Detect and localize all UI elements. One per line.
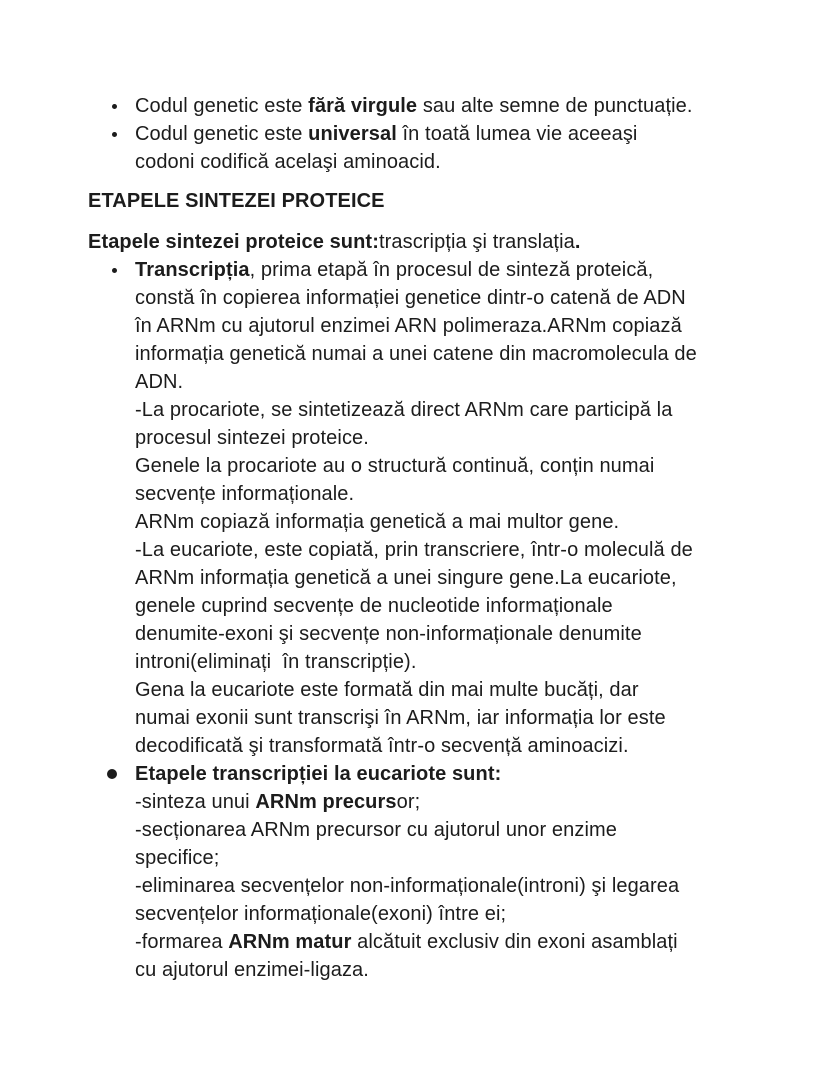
- text-run: Codul genetic este: [135, 95, 309, 117]
- text-line: [135, 564, 788, 592]
- text-line: [135, 340, 788, 368]
- text-run: sau alte semne de punctuație.: [417, 95, 693, 117]
- text-line: [88, 228, 788, 256]
- bullet-icon: [112, 268, 117, 273]
- text-line: [135, 452, 788, 480]
- text-line: [135, 788, 788, 816]
- text-run: cu ajutorul enzimei-ligaza.: [135, 959, 369, 981]
- section-heading: ETAPELE SINTEZEI PROTEICE: [88, 190, 385, 212]
- text-run: or;: [396, 791, 421, 813]
- text-line: [135, 396, 788, 424]
- text-run: în toată lumea vie aceeaşi: [396, 123, 638, 145]
- text-line: [135, 368, 788, 396]
- bold-text-run: Transcripția: [135, 259, 250, 281]
- bold-text-run: fără virgule: [308, 95, 418, 117]
- text-line: [135, 284, 788, 312]
- text-line: [135, 312, 788, 340]
- bullet-icon: [112, 104, 117, 109]
- text-run: alcătuit exclusiv din exoni asamblați: [351, 931, 678, 953]
- text-line: [135, 508, 788, 536]
- bold-text-run: universal: [308, 123, 397, 145]
- text-line: [135, 704, 788, 732]
- text-run: informația genetică numai a unei catene din macromolecula de: [135, 343, 697, 365]
- text-line: [135, 732, 788, 760]
- text-run: Codul genetic este: [135, 123, 309, 145]
- text-run: -eliminarea secvențelor non-informaționale(introni) şi legarea: [135, 875, 680, 897]
- text-run: , prima etapă în procesul de sinteză proteică,: [249, 259, 654, 281]
- text-line: [135, 900, 788, 928]
- text-run: genele cuprind secvențe de nucleotide informaționale: [135, 595, 613, 617]
- bold-text-run: ARNm matur: [228, 931, 352, 953]
- text-line: [135, 676, 788, 704]
- text-run: trascripția şi translația: [378, 231, 575, 253]
- list-item: [88, 760, 788, 984]
- text-run: constă în copierea informației genetice dintr-o catenă de ADN: [135, 287, 686, 309]
- text-run: decodificată şi transformată într-o secvență aminoacizi.: [135, 735, 629, 757]
- text-run: Genele la procariote au o structură continuă, conțin numai: [135, 455, 655, 477]
- text-run: procesul sintezei proteice.: [135, 427, 369, 449]
- bold-text-run: Etapele sintezei proteice sunt:: [88, 231, 379, 253]
- text-run: ARNm informația genetică a unei singure gene.La eucariote,: [135, 567, 677, 589]
- bold-text-run: Etapele transcripției la eucariote sunt:: [135, 763, 502, 785]
- bold-text-run: ARNm precurs: [255, 791, 397, 813]
- text-run: numai exonii sunt transcrişi în ARNm, iar informația lor este: [135, 707, 666, 729]
- text-line: [135, 256, 788, 284]
- bullet-icon: [112, 132, 117, 137]
- text-run: secvențe informaționale.: [135, 483, 355, 505]
- text-run: secvențelor informaționale(exoni) între ei;: [135, 903, 507, 925]
- code-properties-list: [88, 92, 788, 176]
- text-line: [135, 620, 788, 648]
- text-run: -formarea: [135, 931, 229, 953]
- list-item: [88, 92, 788, 120]
- text-line: [135, 872, 788, 900]
- text-run: Gena la eucariote este formată din mai multe bucăți, dar: [135, 679, 639, 701]
- text-line: [135, 844, 788, 872]
- text-run: introni(eliminați în transcripție).: [135, 651, 417, 673]
- text-line: [135, 480, 788, 508]
- bullet-icon: [107, 769, 117, 779]
- text-run: codoni codifică acelaşi aminoacid.: [135, 151, 441, 173]
- text-line: [135, 816, 788, 844]
- text-line: [135, 648, 788, 676]
- text-line: [135, 92, 788, 120]
- text-run: -La procariote, se sintetizează direct ARNm care participă la: [135, 399, 673, 421]
- intro-paragraph: [88, 228, 788, 256]
- text-run: ARNm copiază informația genetică a mai multor gene.: [135, 511, 620, 533]
- list-item: [88, 256, 788, 760]
- text-line: [135, 536, 788, 564]
- text-run: în ARNm cu ajutorul enzimei ARN polimeraza.ARNm copiază: [135, 315, 682, 337]
- text-run: denumite-exoni şi secvențe non-informaționale denumite: [135, 623, 642, 645]
- text-run: specifice;: [135, 847, 220, 869]
- text-line: [135, 760, 788, 788]
- list-item: [88, 120, 788, 176]
- text-line: [135, 928, 788, 956]
- text-run: -secționarea ARNm precursor cu ajutorul unor enzime: [135, 819, 617, 841]
- text-line: [135, 120, 788, 148]
- text-line: [135, 956, 788, 984]
- text-line: [135, 148, 788, 176]
- text-line: [135, 424, 788, 452]
- bold-text-run: .: [574, 231, 581, 253]
- text-run: -sinteza unui: [135, 791, 256, 813]
- text-run: -La eucariote, este copiată, prin transcriere, într-o moleculă de: [135, 539, 693, 561]
- transcription-list: [88, 256, 788, 984]
- text-run: ADN.: [135, 371, 184, 393]
- text-line: [135, 592, 788, 620]
